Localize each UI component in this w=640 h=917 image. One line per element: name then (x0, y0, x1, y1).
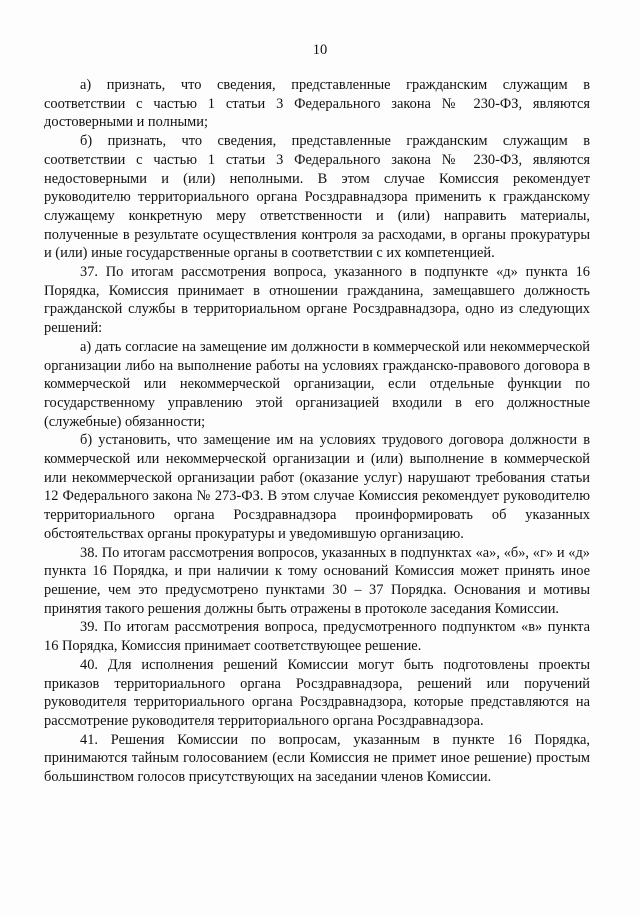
paragraph-41: 41. Решения Комиссии по вопросам, указанным в пункте 16 Порядка, принимаются тайным голосованием (если Комиссия не примет иное решение) простым большинством голосов присутствующих на заседании членов Комиссии. (44, 731, 590, 786)
paragraph-38: 38. По итогам рассмотрения вопросов, указанных в подпунктах «а», «б», «г» и «д» пункта 16 Порядка, и при наличии к тому оснований Комиссия может принять иное решение, чем это предусмотрено пунктами 30 – 37 Порядка. Основания и мотивы принятия такого решения должны быть отражены в протоколе заседания Комиссии. (44, 544, 590, 617)
paragraph-37: 37. По итогам рассмотрения вопроса, указанного в подпункте «д» пункта 16 Порядка, Комиссия принимает в отношении гражданина, замещавшего должность гражданской службы в территориальном органе Росздравнадзора, одно из следующих решений: (44, 264, 590, 337)
paragraph-40: 40. Для исполнения решений Комиссии могут быть подготовлены проекты приказов территориального органа Росздравнадзора, решений или поручений руководителя территориального органа Росздравнадзора, которые представляются на рассмотрение руководителя территориального органа Росздравнадзора. (44, 656, 590, 729)
page-number: 10 (312, 42, 328, 58)
paragraph-a-reliable: а) признать, что сведения, представленные гражданским служащим в соответствии с частью 1 статьи 3 Федерального закона № 230-ФЗ, являются достоверными и полными; (44, 77, 590, 131)
paragraph-b-unreliable: б) признать, что сведения, представленные гражданским служащим в соответствии с частью 1 статьи 3 Федерального закона № 230-ФЗ, являются недостоверными и (или) неполными. В этом случае Комиссия рекомендует руководителю территориального органа Росздравнадзора применить к гражданскому служащему конкретную меру ответственности и (или) направить материалы, полученные в результате осуществления контроля за расходами, в органы прокуратуры и (или) иные государственные органы в соответствии с их компетенцией. (44, 133, 590, 262)
paragraph-39: 39. По итогам рассмотрения вопроса, предусмотренного подпунктом «в» пункта 16 Порядка, Комиссия принимает соответствующее решение. (44, 619, 590, 655)
document-body (44, 76, 590, 787)
paragraph-37-a: а) дать согласие на замещение им должности в коммерческой или некоммерческой организации либо на выполнение работы на условиях гражданско-правового договора в коммерческой или некоммерческой организации, если отдельные функции по государственному управлению этой организацией входили в его должностные (служебные) обязанности; (44, 338, 590, 430)
paragraph-37-b: б) установить, что замещение им на условиях трудового договора должности в коммерческой или некоммерческой организации и (или) выполнение в коммерческой или некоммерческой организации работ (оказание услуг) нарушают требования статьи 12 Федерального закона № 273-ФЗ. В этом случае Комиссия рекомендует руководителю территориального органа Росздравнадзора проинформировать об указанных обстоятельствах органы прокуратуры и уведомившую организацию. (44, 432, 590, 542)
